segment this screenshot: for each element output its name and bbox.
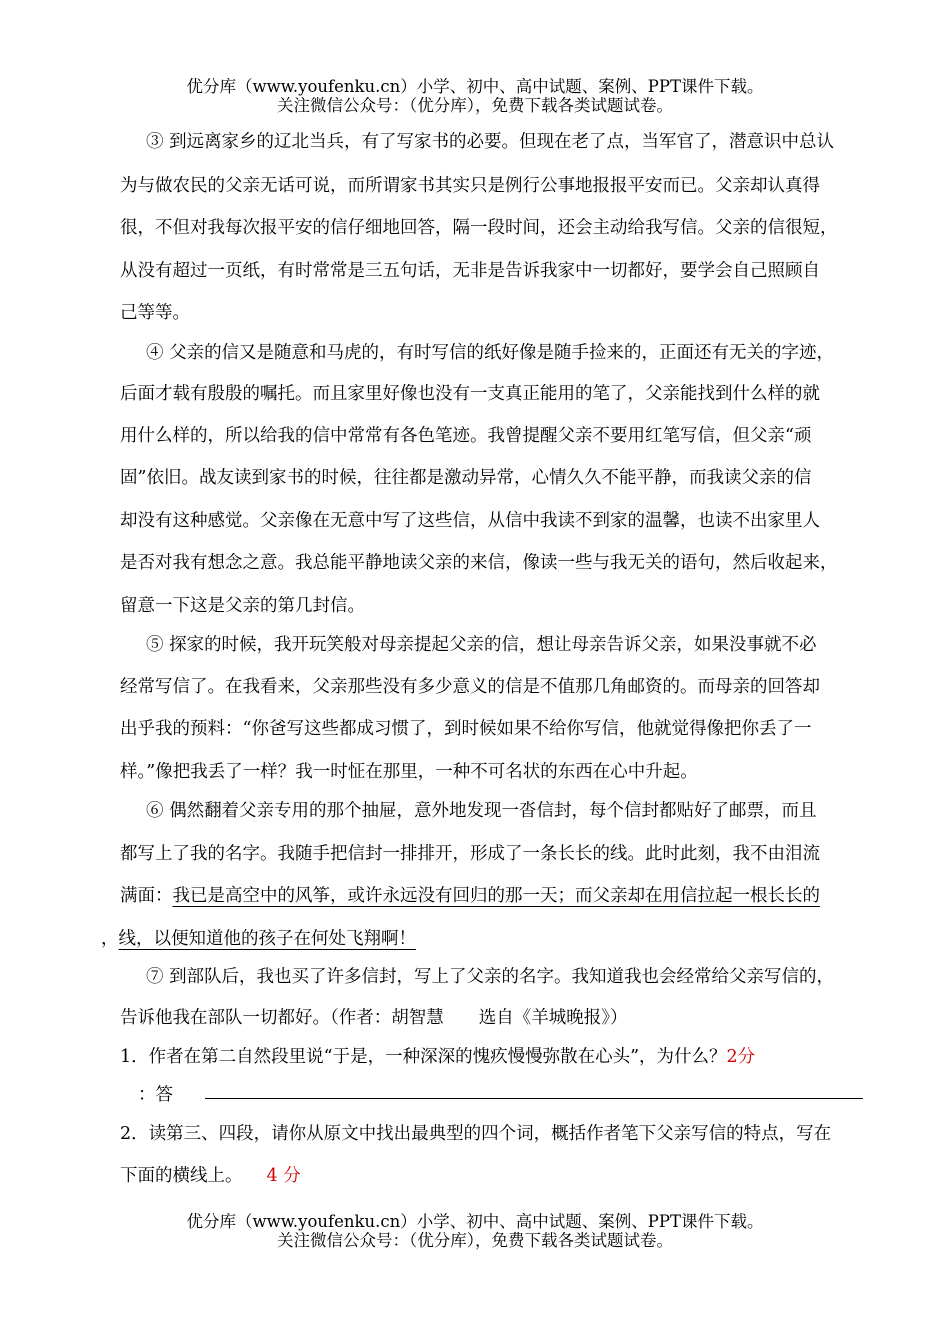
header-banner [0,77,950,115]
paragraph-3-line-4: 从没有超过一页纸，有时常常是三五句话，无非是告诉我家中一切都好，要学会自己照顾自 [120,261,820,281]
paragraph-7-line-1: ⑦ 到部队后，我也买了许多信封，写上了父亲的名字。我知道我也会经常给父亲写信的， [146,967,835,987]
footer-line-2: 关注微信公众号：（优分库），免费下载各类试题试卷。 [277,1231,673,1250]
question-1-answer-line[interactable] [205,1098,863,1099]
paragraph-5-line-3: 出乎我的预料：“你爸写这些都成习惯了，到时候如果不给你写信，他就觉得像把你丢了一 [120,719,812,739]
paragraph-4-line-7: 留意一下这是父亲的第几封信。 [120,596,365,616]
underlined-sentence-part-1: 我已是高空中的风筝，或许永远没有回归的那一天；而父亲却在用信拉起一根长长的 [172,886,820,906]
question-1-answer-label: ：答 [138,1085,173,1105]
paragraph-6-line-1: ⑥ 偶然翻着父亲专用的那个抽屉，意外地发现一沓信封，每个信封都贴好了邮票，而且 [146,801,817,821]
paragraph-7-line-2: 告诉他我在部队一切都好。（作者：胡智慧 选自《羊城晚报》） [120,1008,628,1028]
paragraph-4-line-2: 后面才载有殷殷的嘱托。而且家里好像也没有一支真正能用的笔了，父亲能找到什么样的就 [120,384,820,404]
underlined-sentence-part-2: 线，以便知道他的孩子在何处飞翔啊！ [118,929,416,949]
paragraph-5-line-4: 样。”像把我丢了一样？我一时怔在那里，一种不可名状的东西在心中升起。 [120,762,698,782]
question-2-line-1: 2．读第三、四段，请你从原文中找出最典型的四个词，概括作者笔下父亲写信的特点，写在 [120,1124,832,1144]
paragraph-4-line-1: ④ 父亲的信又是随意和马虎的，有时写信的纸好像是随手捡来的，正面还有无关的字迹， [146,343,835,363]
paragraph-5-line-2: 经常写信了。在我看来，父亲那些没有多少意义的信是不值那几角邮资的。而母亲的回答却 [120,677,820,697]
question-2-score: 4 分 [266,1166,301,1186]
paragraph-4-line-3: 用什么样的，所以给我的信中常常有各色笔迹。我曾提醒父亲不要用红笔写信，但父亲“顽 [120,426,812,446]
paragraph-4-line-6: 是否对我有想念之意。我总能平静地读父亲的来信，像读一些与我无关的语句，然后收起来， [120,553,838,573]
paragraph-3-line-5: 己等等。 [120,303,190,323]
question-2-line-2 [120,1162,301,1187]
paragraph-6-line-2: 都写上了我的名字。我随手把信封一排排开，形成了一条长长的线。此时此刻，我不由泪流 [120,844,820,864]
question-2-text: 下面的横线上。 [120,1166,243,1186]
header-line-1: 优分库（www.youfenku.cn）小学、初中、高中试题、案例、PPT课件下载。 [186,77,764,96]
paragraph-3-line-2: 为与做农民的父亲无话可说，而所谓家书其实只是例行公事地报报平安而已。父亲却认真得 [120,176,820,196]
question-1-score: 2分 [726,1047,756,1067]
footer-banner [0,1212,950,1250]
header-line-2: 关注微信公众号：（优分库），免费下载各类试题试卷。 [277,96,673,115]
paragraph-6-line-4 [101,925,416,950]
question-1-text: 1．作者在第二自然段里说“于是，一种深深的愧疚慢慢弥散在心头”，为什么？ [120,1047,727,1067]
paragraph-3-line-1: ③ 到远离家乡的辽北当兵，有了写家书的必要。但现在老了点，当军官了，潜意识中总认 [146,132,835,152]
paragraph-5-line-1: ⑤ 探家的时候，我开玩笑般对母亲提起父亲的信，想让母亲告诉父亲，如果没事就不必 [146,635,817,655]
paragraph-4-line-4: 固”依旧。战友读到家书的时候，往往都是激动异常，心情久久不能平静，而我读父亲的信 [120,468,812,488]
paragraph-6-line-3 [120,882,820,907]
paragraph-4-line-5: 却没有这种感觉。父亲像在无意中写了这些信，从信中我读不到家的温馨，也读不出家里人 [120,511,820,531]
paragraph-6-line-3-plain: 满面： [120,886,173,906]
question-1 [120,1043,755,1068]
paragraph-3-line-3: 很，不但对我每次报平安的信仔细地回答，隔一段时间，还会主动给我写信。父亲的信很短， [120,218,838,238]
footer-line-1: 优分库（www.youfenku.cn）小学、初中、高中试题、案例、PPT课件下载。 [186,1212,764,1231]
paragraph-6-line-4-comma: ， [101,929,119,949]
